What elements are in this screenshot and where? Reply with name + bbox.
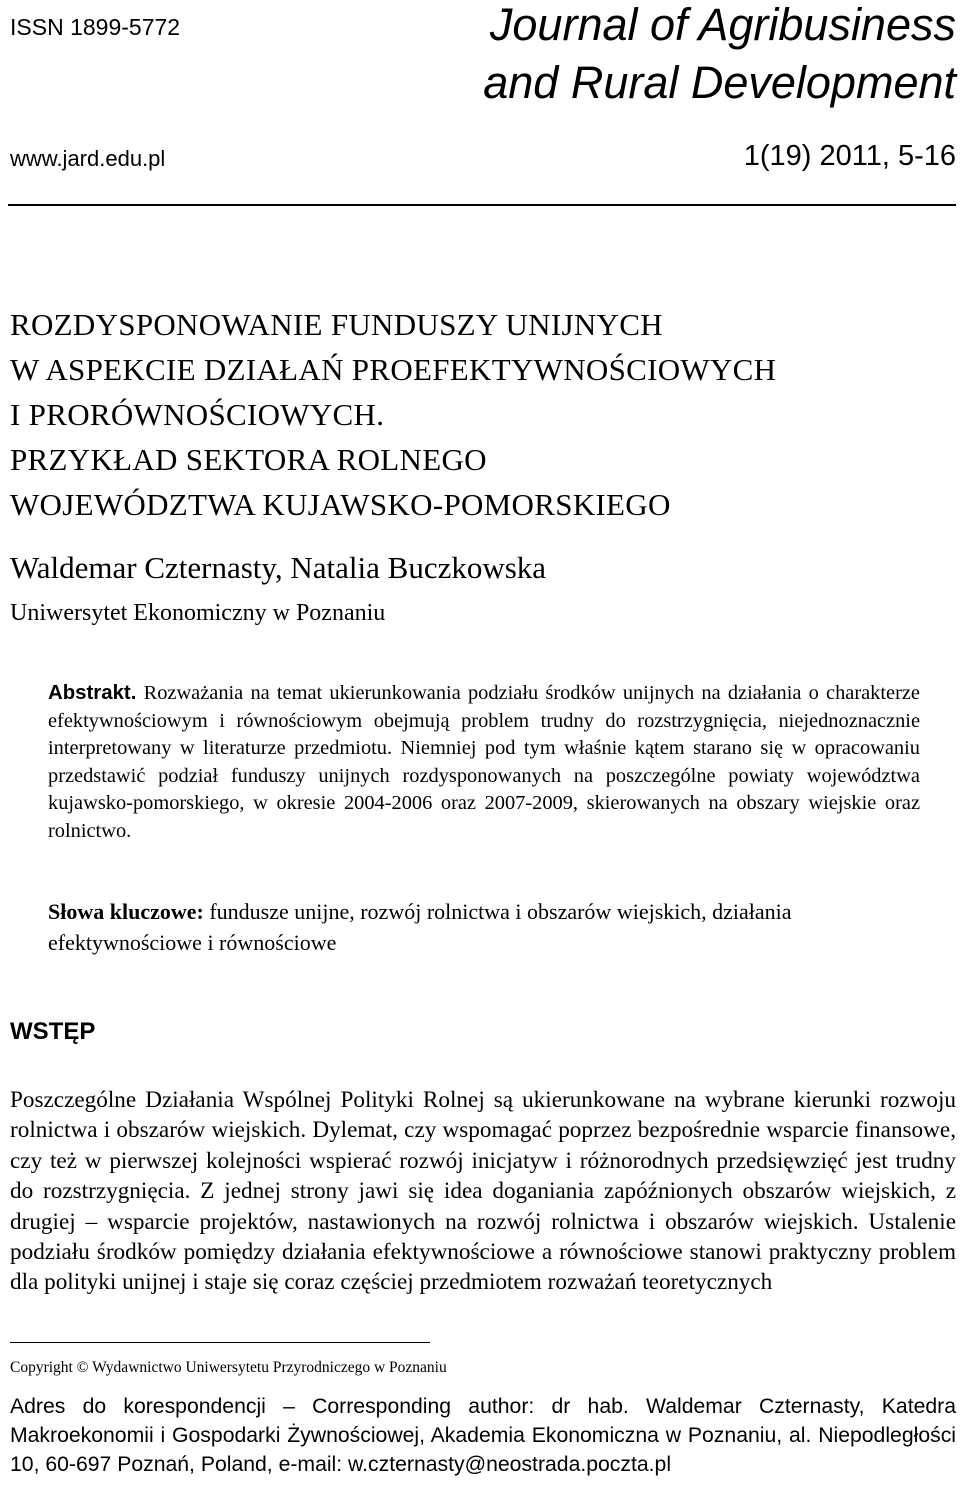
title-line: WOJEWÓDZTWA KUJAWSKO-POMORSKIEGO xyxy=(10,487,671,522)
abstract xyxy=(48,680,920,845)
title-line: W ASPEKCIE DZIAŁAŃ PROEFEKTYWNOŚCIOWYCH xyxy=(10,352,777,387)
issn: ISSN 1899-5772 xyxy=(10,14,181,40)
issue-info: 1(19) 2011, 5-16 xyxy=(743,140,956,172)
title-line: I PRORÓWNOŚCIOWYCH. xyxy=(10,397,385,432)
section-heading: WSTĘP xyxy=(10,1018,96,1045)
intro-paragraph: Poszczególne Działania Wspólnej Polityki Rolnej są ukierunkowane na wybrane kierunki rozwoju rolnictwa i obszarów wiejskich. Dylemat, czy wspomagać poprzez bezpośrednie wsparcie finansowe, czy też w pierwszej kolejności wspierać rozwój inicjatyw i różnorodnych przedsięwzięć jest trudny do rozstrzygnięcia. Z jednej strony jawi się idea doganiania zapóźnionych obszarów wiejskich, z drugiej – wsparcie projektów, nastawionych na rozwój rolnictwa i obszarów wiejskich. Ustalenie podziału środków pomiędzy działania efektywnościowe a równościowe stanowi praktyczny problem dla polityki unijnej i staje się coraz częściej przedmiotem rozważań teoretycznych xyxy=(10,1087,956,1296)
title-line: ROZDYSPONOWANIE FUNDUSZY UNIJNYCH xyxy=(10,307,663,342)
journal-title xyxy=(483,0,956,112)
keywords xyxy=(48,896,920,958)
article-title xyxy=(10,302,776,527)
correspondence-note: Adres do korespondencji – Corresponding author: dr hab. Waldemar Czternasty, Katedra Makroekonomii i Gospodarki Żywnościowej, Akademia Ekonomiczna w Poznaniu, al. Niepodległości 10, 60-697 Poznań, Poland, e-mail: w.czternasty@neostrada.poczta.pl xyxy=(10,1395,956,1476)
keywords-label: Słowa kluczowe: xyxy=(48,899,204,924)
authors: Waldemar Czternasty, Natalia Buczkowska xyxy=(10,550,547,585)
header-rule xyxy=(8,204,956,206)
journal-website[interactable]: www.jard.edu.pl xyxy=(10,146,166,171)
copyright-note: Copyright © Wydawnictwo Uniwersytetu Przyrodniczego w Poznaniu xyxy=(10,1359,447,1376)
journal-title-line-1: Journal of Agribusiness xyxy=(489,0,956,50)
keywords-text: fundusze unijne, rozwój rolnictwa i obszarów wiejskich, działania efektywnościowe i równościowe xyxy=(48,899,792,955)
abstract-label: Abstrakt. xyxy=(48,682,137,704)
abstract-text: Rozważania na temat ukierunkowania podziału środków unijnych na działania o charakterze efektywnościowym i równościowym obejmują problem trudny do rozstrzygnięcia, niejednoznacznie interpretowany w literaturze przedmiotu. Niemniej pod tym właśnie kątem starano się w opracowaniu przedstawić podział funduszy unijnych rozdysponowanych na poszczególne powiaty województwa kujawsko-pomorskiego, w okresie 2004-2006 oraz 2007-2009, skierowanych na obszary wiejskie oraz rolnictwo. xyxy=(48,682,920,842)
footnote-rule xyxy=(10,1342,430,1343)
title-line: PRZYKŁAD SEKTORA ROLNEGO xyxy=(10,442,487,477)
journal-title-line-2: and Rural Development xyxy=(483,57,956,108)
affiliation: Uniwersytet Ekonomiczny w Poznaniu xyxy=(10,600,386,626)
